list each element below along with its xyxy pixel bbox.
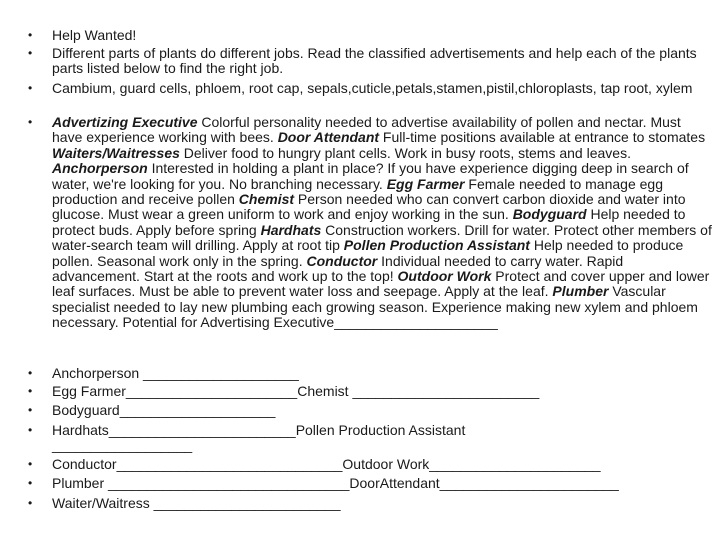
ad-text: Full-time positions available at entrance to stomates (379, 129, 706, 146)
ad-title: Pollen Production Assistant (343, 237, 530, 254)
ad-text: Person needed who can convert carbon dioxide and water into glucose. Must wear a green uniform to work and enjoy working in the sun. (52, 191, 686, 223)
intro-item (28, 45, 712, 77)
heading-item (28, 27, 712, 43)
bullet-icon: • (28, 403, 33, 417)
answer-line: Anchorperson ____________________ (52, 365, 299, 381)
answer-label: Pollen Production Assistant (295, 422, 466, 438)
ad-title: Chemist (238, 191, 295, 208)
answer-line: Chemist ________________________ (297, 383, 540, 399)
answer-line: DoorAttendant_______________________ (349, 475, 619, 491)
answer-waiter (28, 495, 712, 511)
ads-item (28, 114, 712, 331)
ad-title: Egg Farmer (386, 175, 465, 192)
ad-text: Female needed to manage egg production and receive pollen (52, 175, 663, 208)
answer-egg-farmer-chemist (28, 383, 712, 399)
answer-line: Outdoor Work______________________ (342, 456, 601, 472)
heading-text: Help Wanted! (52, 27, 137, 43)
word-bank-text: Cambium, guard cells, phloem, root cap, sepals,cuticle,petals,stamen,pistil,chloroplasts, tap root, xylem (52, 80, 693, 96)
answer-line: Plumber _______________________________ (52, 475, 350, 491)
answer-line: Egg Farmer______________________ (52, 383, 298, 399)
answer-line: Bodyguard____________________ (52, 402, 276, 418)
answer-plumber-door (28, 475, 712, 491)
ad-title: Door Attendant (277, 129, 380, 146)
bullet-icon: • (28, 81, 33, 95)
ad-text: Deliver food to hungry plant cells. Work in busy roots, stems and leaves. (179, 144, 631, 161)
answer-line: Conductor_____________________________ (52, 456, 343, 472)
answer-line: Hardhats________________________ (52, 422, 296, 438)
answer-anchorperson (28, 365, 712, 381)
bullet-icon: • (28, 46, 33, 60)
ad-title: Hardhats (260, 221, 322, 238)
answer-line: Waiter/Waitress ________________________ (52, 495, 341, 511)
bullet-icon: • (28, 457, 33, 471)
ad-title: Waiters/Waitresses (52, 144, 180, 161)
ad-text: Help needed to produce pollen. Seasonal work only in the spring. (52, 237, 684, 269)
intro-text: Different parts of plants do different jobs. Read the classified advertisements and help each of the plants parts listed below to find the right job. (52, 45, 697, 77)
ad-text: Colorful personality needed to advertise availability of pollen and nectar. Must have experience working with bees. (52, 114, 681, 146)
word-bank-item (28, 80, 712, 96)
bullet-icon: • (28, 28, 33, 42)
answer-hardhats-pollen (28, 422, 712, 454)
ad-text: Protect and cover upper and lower leaf surfaces. Must be able to prevent water loss and seepage. Apply at the leaf. (52, 268, 710, 300)
ad-text: Interested in holding a plant in place? If you have experience digging deep in search of water, we're looking for you. No branching necessary. (52, 160, 689, 192)
ad-text: Vascular specialist needed to lay new plumbing each growing season. Experience making new xylem and phloem necessary. Potential for Advertising Executive_____________________ (52, 283, 698, 331)
bullet-icon: • (28, 423, 33, 437)
ads-paragraph (52, 114, 712, 330)
ad-text: Help needed to protect buds. Apply before spring (52, 206, 686, 238)
ad-title: Plumber (552, 283, 609, 300)
bullet-icon: • (28, 384, 33, 398)
bullet-icon: • (28, 476, 33, 490)
ad-title: Anchorperson (52, 160, 148, 177)
ad-title: Outdoor Work (397, 268, 492, 285)
ad-title: Conductor (306, 252, 378, 269)
ad-text: Individual needed to carry water. Rapid advancement. Start at the roots and work up to the top! (52, 252, 624, 285)
ad-title: Advertizing Executive (52, 114, 198, 130)
answer-line: __________________ (52, 437, 193, 454)
ad-title: Bodyguard (512, 206, 587, 223)
ad-text: Construction workers. Drill for water. Protect other members of water-search team will drilling. Apply at root tip (52, 221, 712, 254)
answer-bodyguard (28, 402, 712, 418)
answer-conductor-outdoor (28, 456, 712, 472)
bullet-icon: • (28, 366, 33, 380)
bullet-icon: • (28, 115, 33, 129)
bullet-icon: • (28, 496, 33, 510)
